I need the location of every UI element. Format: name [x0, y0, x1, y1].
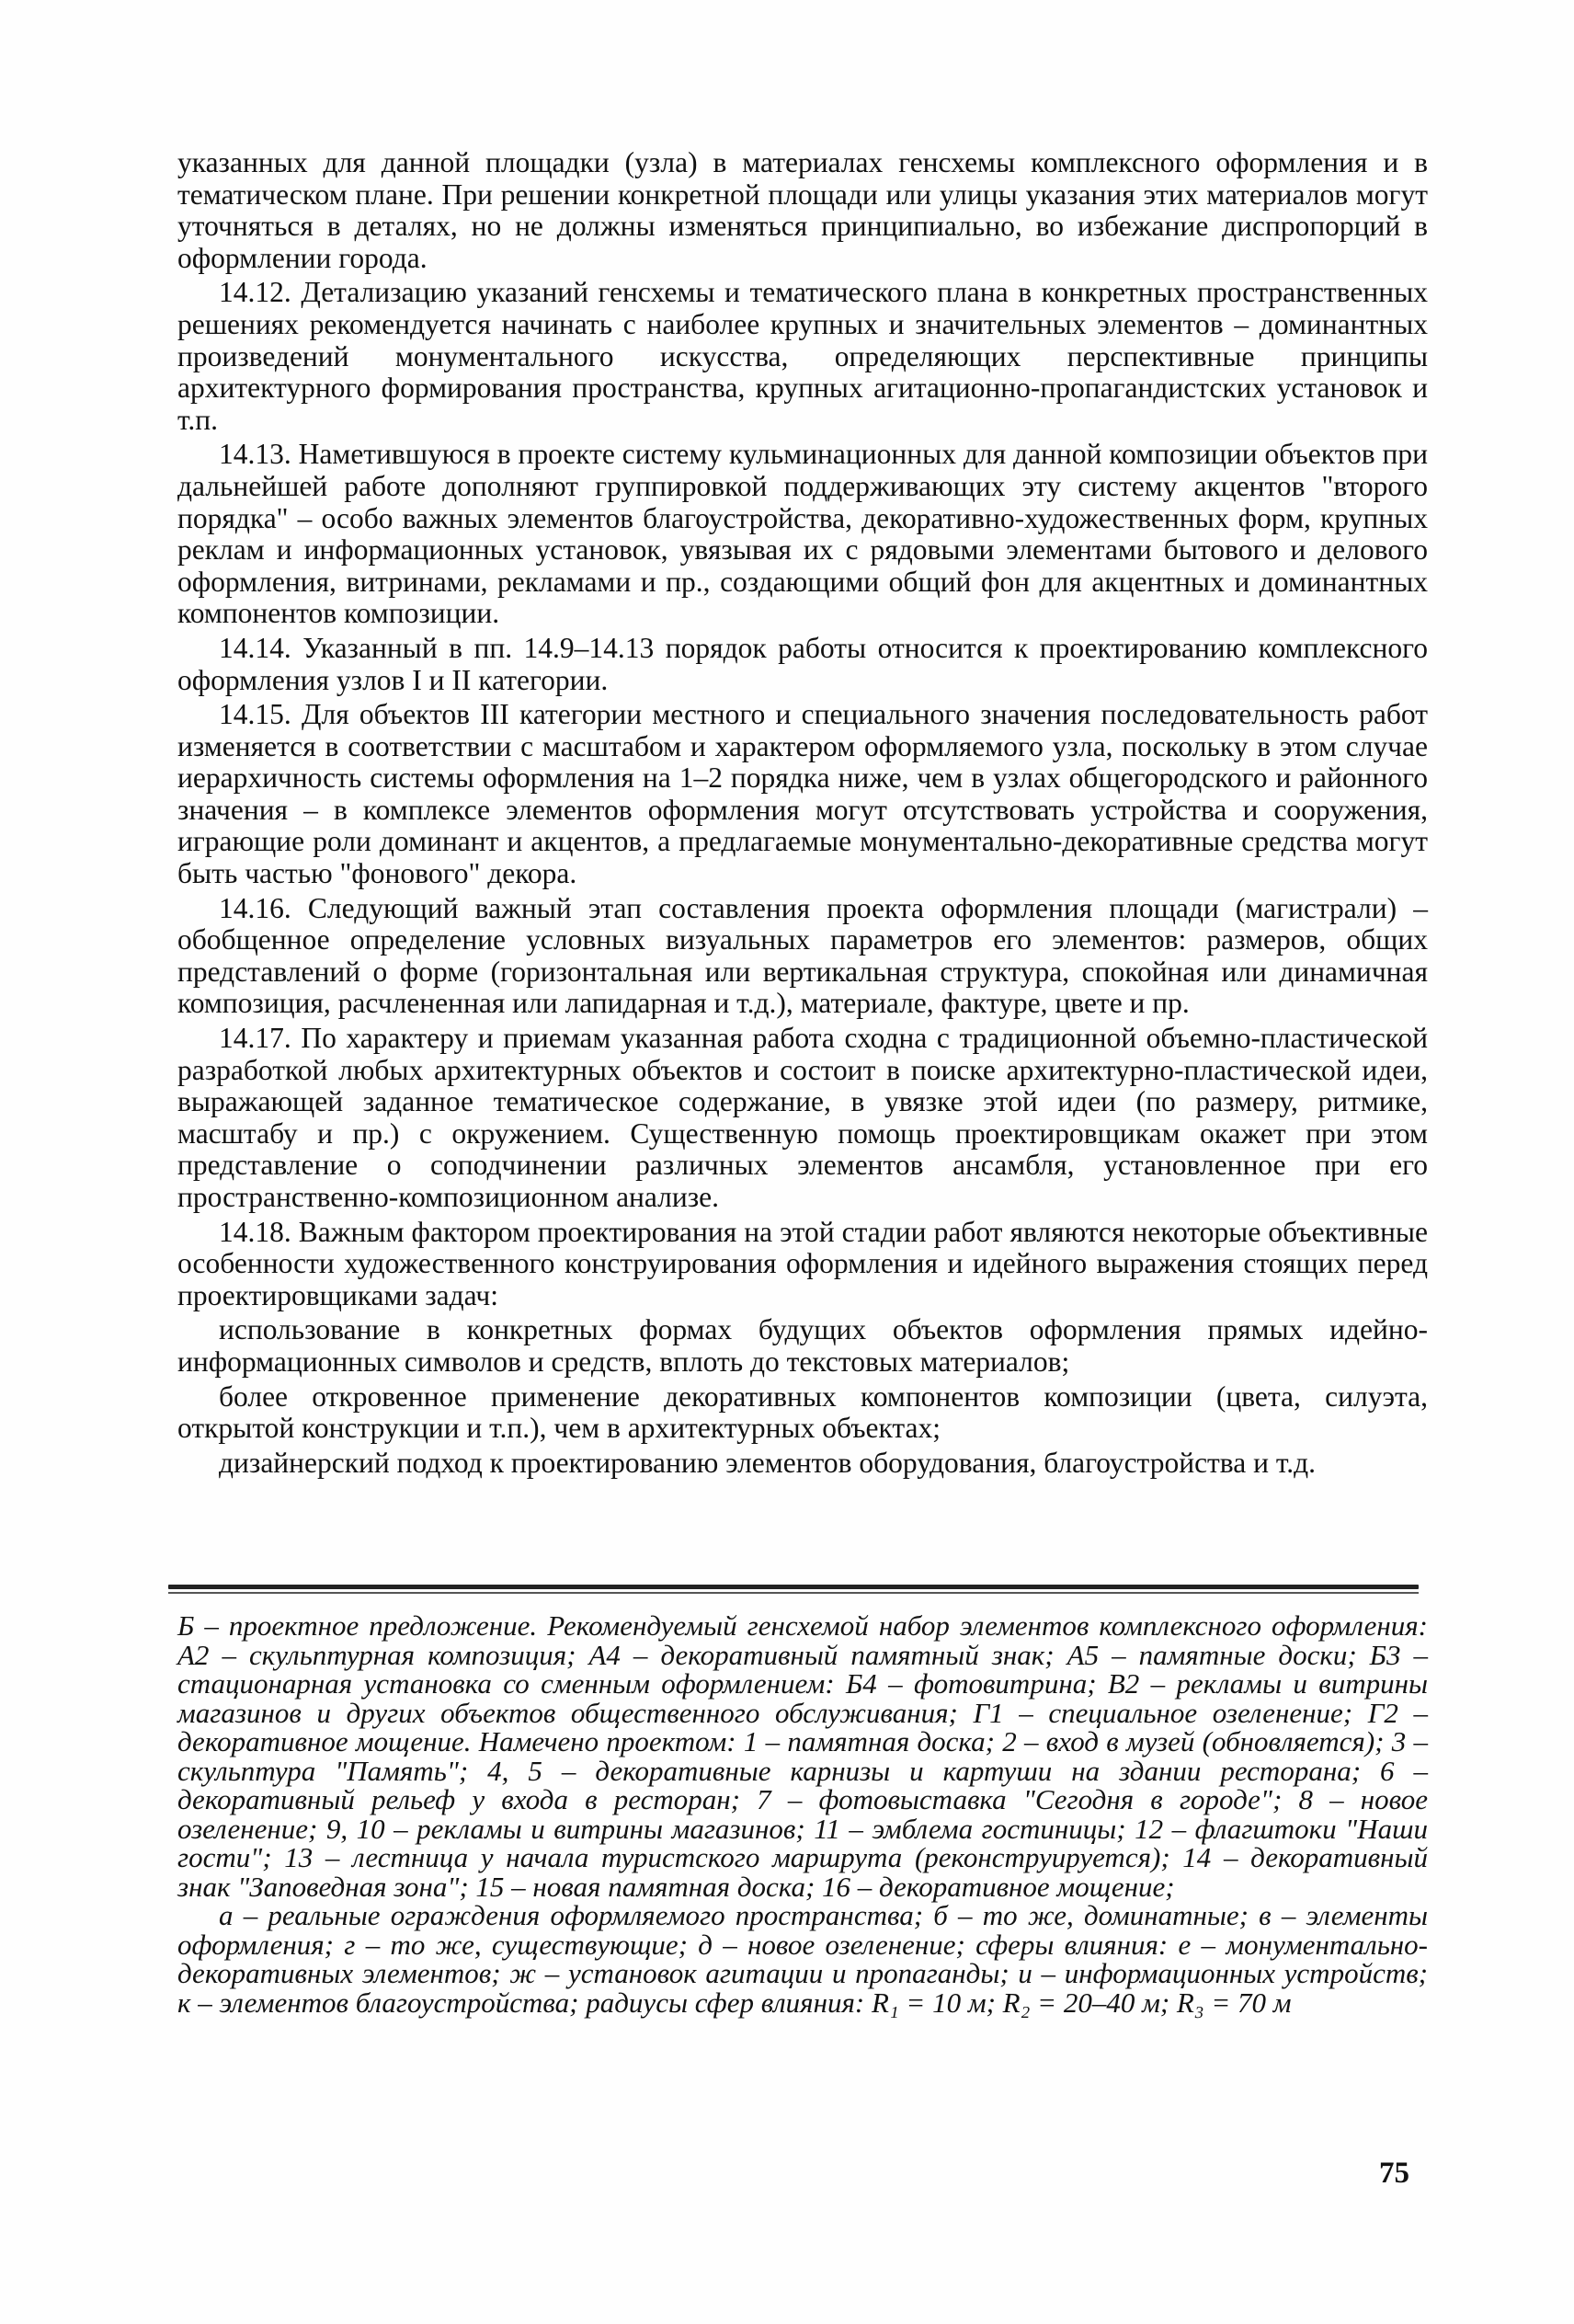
- paragraph-14-17: 14.17. По характеру и приемам указанная работа сходна с традиционной объемно-пластической разработкой любых архитектурных объектов и состоит в поиске архитектурно-пластической идеи, выражающей заданное тематическое содержание, в увязке этой идеи (по размеру, ритмике, масштабу и пр.) с окружением. Существенную помощь проектировщикам окажет при этом представление о соподчинении различных элементов ансамбля, установленное при его пространственно-композиционном анализе.: [177, 1022, 1428, 1213]
- figure-caption: [177, 1611, 1428, 2017]
- page-number: 75: [1379, 2157, 1409, 2190]
- caption-main: Б – проектное предложение. Рекомендуемый генсхемой набор элементов комплексного оформления: А2 – скульптурная композиция; А4 – декоративный памятный знак; А5 – памятные доски; Б3 – стационарная установка со сменным оформлением: Б4 – фотовитрина; В2 – рекламы и витрины магазинов и других объектов общественного обслуживания; Г1 – специальное озеленение; Г2 – декоративное мощение. Намечено проектом: 1 – памятная доска; 2 – вход в музей (обновляется); 3 – скульптура "Память"; 4, 5 – декоративные карнизы и картуши на здании ресторана; 6 – декоративный рельеф у входа в ресторан; 7 – фотовыставка "Сегодня в городе"; 8 – новое озеленение; 9, 10 – рекламы и витрины магазинов; 11 – эмблема гостиницы; 12 – флагштоки "Наши гости"; 13 – лестница у начала туристского маршрута (реконструируется); 14 – декоративный знак "Заповедная зона"; 15 – новая памятная доска; 16 – декоративное мощение;: [177, 1609, 1428, 1903]
- list-item-decorative: более откровенное применение декоративных компонентов композиции (цвета, силуэта, открытой конструкции и т.п.), чем в архитектурных объектах;: [177, 1380, 1428, 1445]
- list-item-design: дизайнерский подход к проектированию элементов оборудования, благоустройства и т.д.: [219, 1446, 1317, 1479]
- paragraph-14-12: 14.12. Детализацию указаний генсхемы и тематического плана в конкретных пространственных решениях рекомендуется начинать с наиболее крупных и значительных элементов – доминантных произведений монументального искусства, определяющих перспективные принципы архитектурного формирования пространства, крупных агитационно-пропагандистских установок и т.п.: [177, 276, 1428, 436]
- paragraph-14-13: 14.13. Наметившуюся в проекте систему кульминационных для данной композиции объектов при дальнейшей работе дополняют группировкой поддерживающих эту систему акцентов "второго порядка" – особо важных элементов благоустройства, декоративно-художественных форм, крупных реклам и информационных установок, увязывая их с рядовыми элементами бытового и делового оформления, витринами, рекламами и пр., создающими общий фон для акцентных и доминантных компонентов композиции.: [177, 438, 1428, 630]
- caption-divider: [168, 1585, 1419, 1589]
- main-text-column: [177, 147, 1428, 1479]
- caption-legend: а – реальные ограждения оформляемого пространства; б – то же, доминатные; в – элементы оформления; г – то же, существующие; д – новое озеленение; сферы влияния: е – монументально-декоративных элементов; ж – установок агитации и пропаганды; и – информационных устройств; к – элементов благоустройства; радиусы сфер влияния: R₁ = 10 м; R₂ = 20–40 м; R₃ = 70 м: [177, 1899, 1428, 2019]
- paragraph-continuation: указанных для данной площадки (узла) в материалах генсхемы комплексного оформления и в тематическом плане. При решении конкретной площади или улицы указания этих материалов могут уточняться в деталях, но не должны изменяться принципиально, во избежание диспропорций в оформлении города.: [177, 146, 1428, 274]
- caption-divider-thin: [168, 1592, 1419, 1594]
- paragraph-14-15: 14.15. Для объектов III категории местного и специального значения последовательность работ изменяется в соответствии с масштабом и характером оформляемого узла, поскольку в этом случае иерархичность системы оформления на 1–2 порядка ниже, чем в узлах общегородского и районного значения – в комплексе элементов оформления могут отсутствовать устройства и сооружения, играющие роли доминант и акцентов, а предлагаемые монументально-декоративные средства могут быть частью "фонового" декора.: [177, 698, 1428, 890]
- list-item-symbols: использование в конкретных формах будущих объектов оформления прямых идейно-информационных символов и средств, вплоть до текстовых материалов;: [177, 1313, 1428, 1378]
- paragraph-14-16: 14.16. Следующий важный этап составления проекта оформления площади (магистрали) – обобщенное определение условных визуальных параметров его элементов: размеров, общих представлений о форме (горизонтальная или вертикальная структура, спокойная или динамичная композиция, расчлененная или лапидарная и т.д.), материале, фактуре, цвете и пр.: [177, 891, 1428, 1020]
- paragraph-14-14: 14.14. Указанный в пп. 14.9–14.13 порядок работы относится к проектированию комплексного оформления узлов I и II категории.: [177, 631, 1428, 696]
- paragraph-14-18: 14.18. Важным фактором проектирования на этой стадии работ являются некоторые объективные особенности художественного конструирования оформления и идейного выражения стоящих перед проектировщиками задач:: [177, 1215, 1428, 1311]
